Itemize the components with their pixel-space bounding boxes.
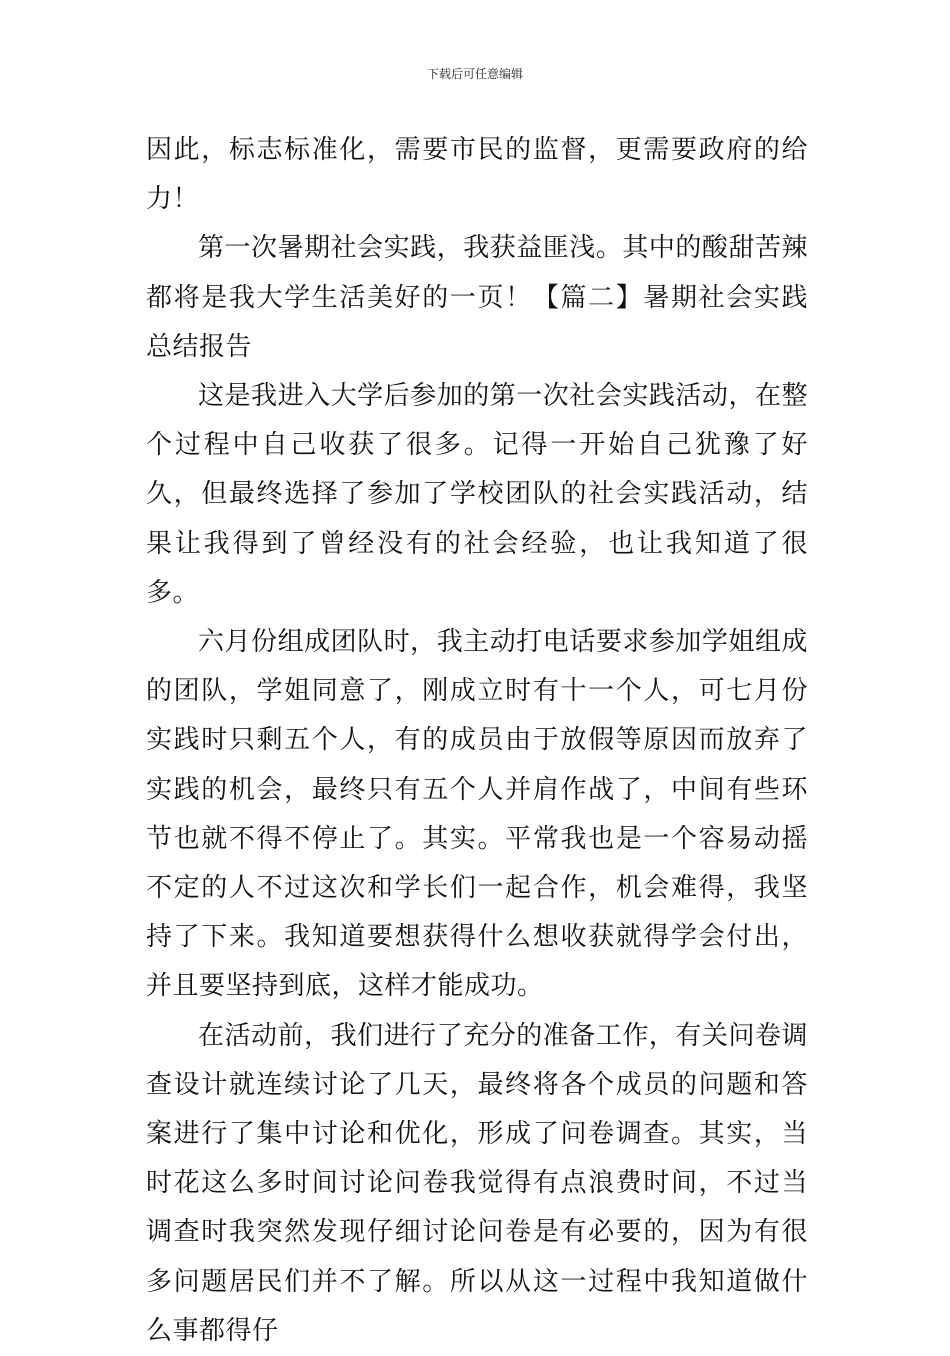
paragraph-4: 六月份组成团队时，我主动打电话要求参加学姐组成的团队，学姐同意了，刚成立时有十一个人，可七月份实践时只剩五个人，有的成员由于放假等原因而放弃了实践的机会，最终只有五个人并肩作战了，中间有些环节也就不得不停止了。其实。平常我也是一个容易动摇不定的人不过这次和学长们一起合作，机会难得，我坚持了下来。我知道要想获得什么想收获就得学会付出，并且要坚持到底，这样才能成功。: [146, 627, 808, 1002]
paragraph-5: 在活动前，我们进行了充分的准备工作，有关问卷调查设计就连续讨论了几天，最终将各个成员的问题和答案进行了集中讨论和优化，形成了问卷调查。其实，当时花这么多时间讨论问卷我觉得有点浪费时间，不过当调查时我突然发现仔细讨论问卷是有必要的，因为有很多问题居民们并不了解。所以从这一过程中我知道做什么事都得仔: [146, 1020, 808, 1346]
document-body: [146, 126, 808, 1356]
paragraph-1: 因此，标志标准化，需要市民的监督，更需要政府的给力！: [146, 135, 808, 215]
paragraph-3: 这是我进入大学后参加的第一次社会实践活动，在整个过程中自己收获了很多。记得一开始自己犹豫了好久，但最终选择了参加了学校团队的社会实践活动，结果让我得到了曾经没有的社会经验，也让我知道了很多。: [146, 381, 808, 608]
paragraph-2: 第一次暑期社会实践，我获益匪浅。其中的酸甜苦辣都将是我大学生活美好的一页！【篇二】暑期社会实践总结报告: [146, 233, 808, 362]
page-header-note: 下载后可任意编辑: [426, 67, 523, 81]
